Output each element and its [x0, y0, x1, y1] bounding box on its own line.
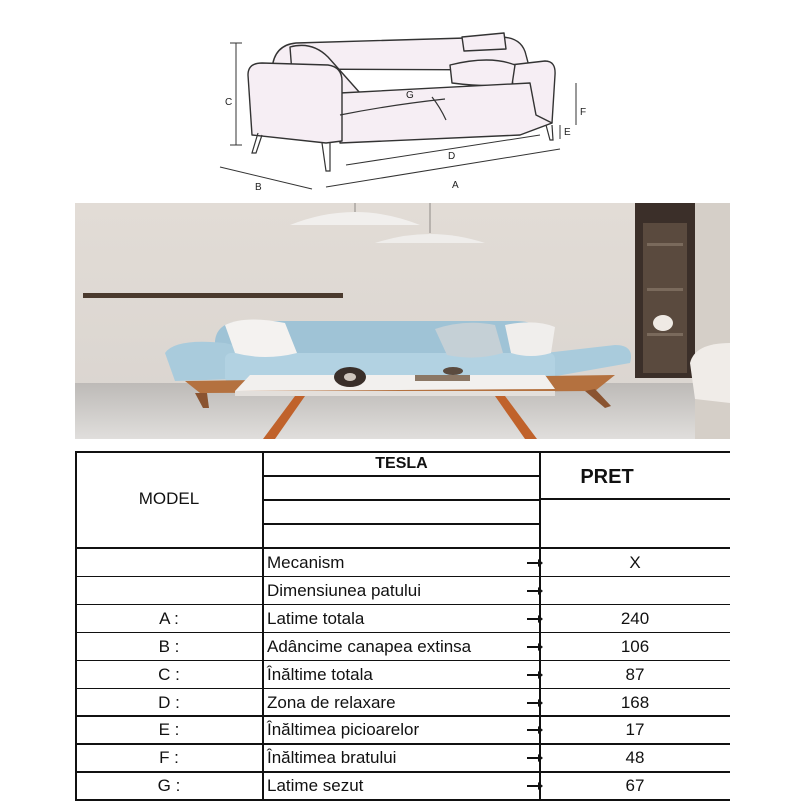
- spec-value: 240: [620, 608, 650, 628]
- model-label: MODEL: [138, 489, 200, 508]
- arrow-right-icon: [527, 757, 539, 759]
- specification-table: [75, 451, 730, 800]
- spec-value: 168: [620, 692, 650, 712]
- arrow-right-icon: [527, 785, 539, 787]
- dimension-f-label: F: [580, 107, 587, 118]
- spec-value: 48: [625, 748, 645, 768]
- spec-key: D :: [158, 692, 180, 712]
- arrow-right-icon: [527, 702, 539, 704]
- arrow-right-icon: [527, 618, 539, 620]
- spec-label: Înăltimea picioarelor: [267, 720, 420, 740]
- model-name: TESLA: [375, 455, 428, 472]
- dimension-a-label: A: [452, 180, 459, 191]
- spec-key: B :: [158, 636, 180, 656]
- dimension-d-label: D: [448, 151, 456, 162]
- spec-value: 87: [625, 664, 645, 684]
- sofa-dimension-diagram: [200, 25, 600, 200]
- spec-label: Adâncime canapea extinsa: [267, 636, 472, 656]
- sofa-line-drawing: [200, 25, 600, 200]
- dimension-g-label: G: [406, 90, 414, 101]
- living-room-scene: [75, 203, 730, 439]
- arrow-right-icon: [527, 590, 539, 592]
- spec-label: Dimensiunea patului: [267, 580, 422, 600]
- spec-key: C :: [158, 664, 180, 684]
- arrow-right-icon: [527, 674, 539, 676]
- spec-value: 17: [625, 720, 645, 740]
- spec-key: A :: [159, 608, 179, 628]
- dimension-c-label: C: [225, 97, 233, 108]
- sofa-product-photo: [75, 203, 730, 439]
- spec-label: Latime totala: [267, 608, 365, 628]
- spec-value: X: [629, 553, 641, 572]
- dimension-b-label: B: [255, 182, 262, 193]
- spec-key: G :: [157, 776, 181, 796]
- arrow-right-icon: [527, 729, 539, 731]
- spec-label: Latime sezut: [267, 776, 364, 796]
- arrow-right-icon: [527, 646, 539, 648]
- spec-label: Zona de relaxare: [267, 692, 396, 712]
- price-label: PRET: [580, 466, 634, 488]
- spec-value: 67: [625, 776, 645, 796]
- spec-key: E :: [158, 720, 180, 740]
- spec-label: Mecanism: [267, 553, 345, 572]
- spec-key: F :: [159, 748, 179, 768]
- spec-label: Înăltime totala: [267, 664, 373, 684]
- spec-value: 106: [620, 636, 650, 656]
- arrow-right-icon: [527, 562, 539, 564]
- dimension-e-label: E: [564, 127, 571, 138]
- spec-label: Înăltimea bratului: [267, 748, 397, 768]
